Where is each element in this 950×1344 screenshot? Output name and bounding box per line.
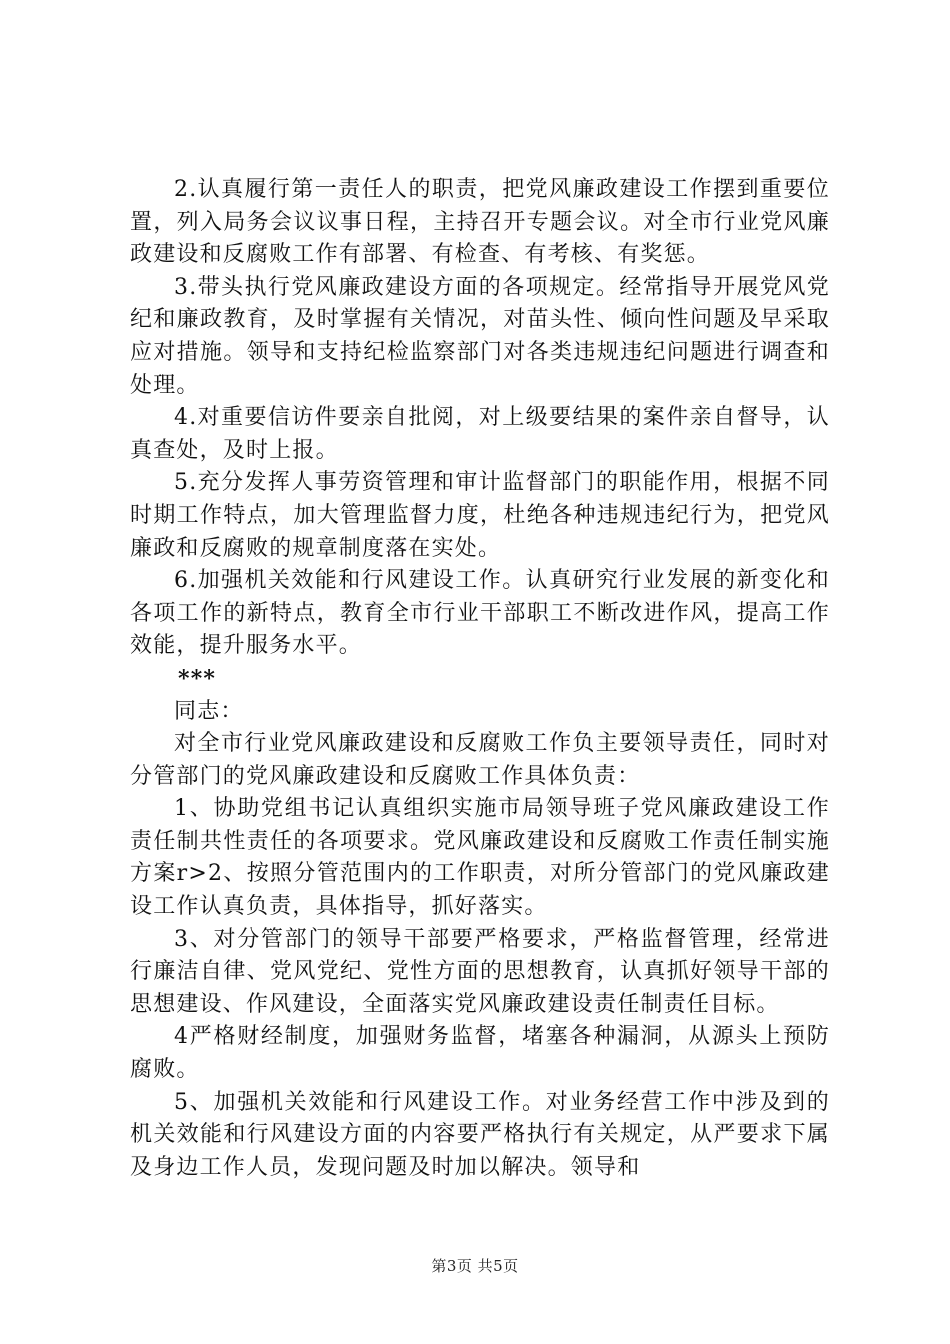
duty-item-4: 4严格财经制度，加强财务监督，堵塞各种漏洞，从源头上预防腐败。 xyxy=(130,1024,830,1083)
document-body xyxy=(130,174,830,1184)
duty-item-1: 1、协助党组书记认真组织实施市局领导班子党风廉政建设工作责任制共性责任的各项要求。党风廉政建设和反腐败工作责任制实施方案r>2、按照分管范围内的工作职责，对所分管部门的党风廉政建设工作认真负责，具体指导，抓好落实。 xyxy=(130,796,830,920)
duty-item-5: 5、加强机关效能和行风建设工作。对业务经营工作中涉及到的机关效能和行风建设方面的内容要严格执行有关规定，从严要求下属及身边工作人员，发现问题及时加以解决。领导和 xyxy=(130,1089,830,1180)
paragraph-item-2: 2.认真履行第一责任人的职责，把党风廉政建设工作摆到重要位置，列入局务会议议事日程，主持召开专题会议。对全市行业党风廉政建设和反腐败工作有部署、有检查、有考核、有奖惩。 xyxy=(130,177,830,268)
duty-item-3: 3、对分管部门的领导干部要严格要求，严格监督管理，经常进行廉洁自律、党风党纪、党性方面的思想教育，认真抓好领导干部的思想建设、作风建设，全面落实党风廉政建设责任制责任目标。 xyxy=(130,926,830,1017)
paragraph-item-6: 6.加强机关效能和行风建设工作。认真研究行业发展的新变化和各项工作的新特点，教育全市行业干部职工不断改进作风，提高工作效能，提升服务水平。 xyxy=(130,568,830,659)
section-separator: *** xyxy=(178,665,217,692)
responsibility-intro: 对全市行业党风廉政建设和反腐败工作负主要领导责任，同时对分管部门的党风廉政建设和反腐败工作具体负责： xyxy=(130,731,830,789)
paragraph-item-4: 4.对重要信访件要亲自批阅，对上级要结果的案件亲自督导，认真查处，及时上报。 xyxy=(130,405,830,463)
paragraph-item-5: 5.充分发挥人事劳资管理和审计监督部门的职能作用，根据不同时期工作特点，加大管理监督力度，杜绝各种违规违纪行为，把党风廉政和反腐败的规章制度落在实处。 xyxy=(130,470,830,561)
paragraph-item-3: 3.带头执行党风廉政建设方面的各项规定。经常指导开展党风党纪和廉政教育，及时掌握有关情况，对苗头性、倾向性问题及早采取应对措施。领导和支持纪检监察部门对各类违规违纪问题进行调查和处理。 xyxy=(130,274,830,398)
salutation: 同志： xyxy=(174,698,244,724)
page-number-footer: 第3页 共5页 xyxy=(431,1257,519,1275)
